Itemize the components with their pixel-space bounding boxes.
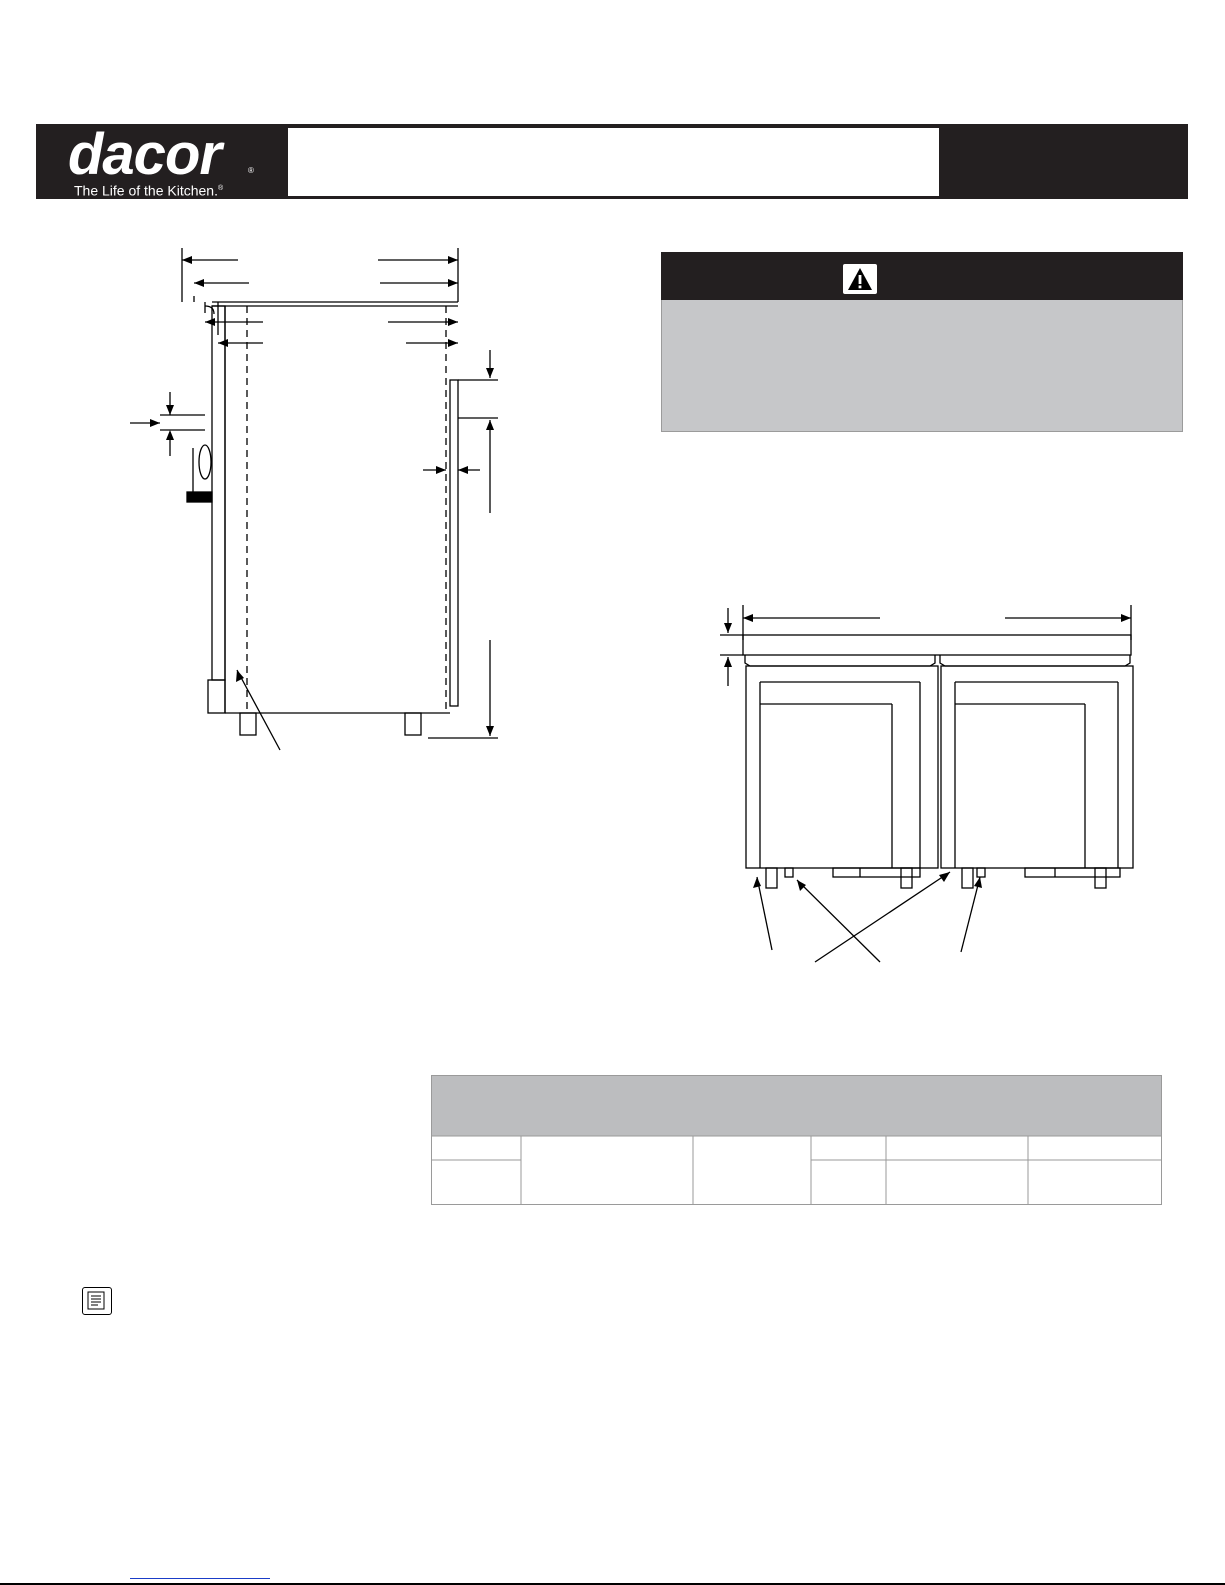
brand-tagline (74, 181, 223, 199)
note-pad-icon (82, 1287, 112, 1315)
header-title-box (288, 128, 939, 196)
footer-link-underline[interactable] (130, 1578, 270, 1579)
spec-table (431, 1075, 1162, 1205)
warning-triangle-icon (843, 264, 877, 294)
brand-logo: dacor (68, 122, 221, 187)
brand-registered-mark: ® (248, 166, 254, 175)
brand-tagline-mark: ® (217, 185, 224, 192)
brand-tagline-text: The Life of the Kitchen. (74, 182, 218, 199)
warning-header-bar (661, 252, 1183, 300)
